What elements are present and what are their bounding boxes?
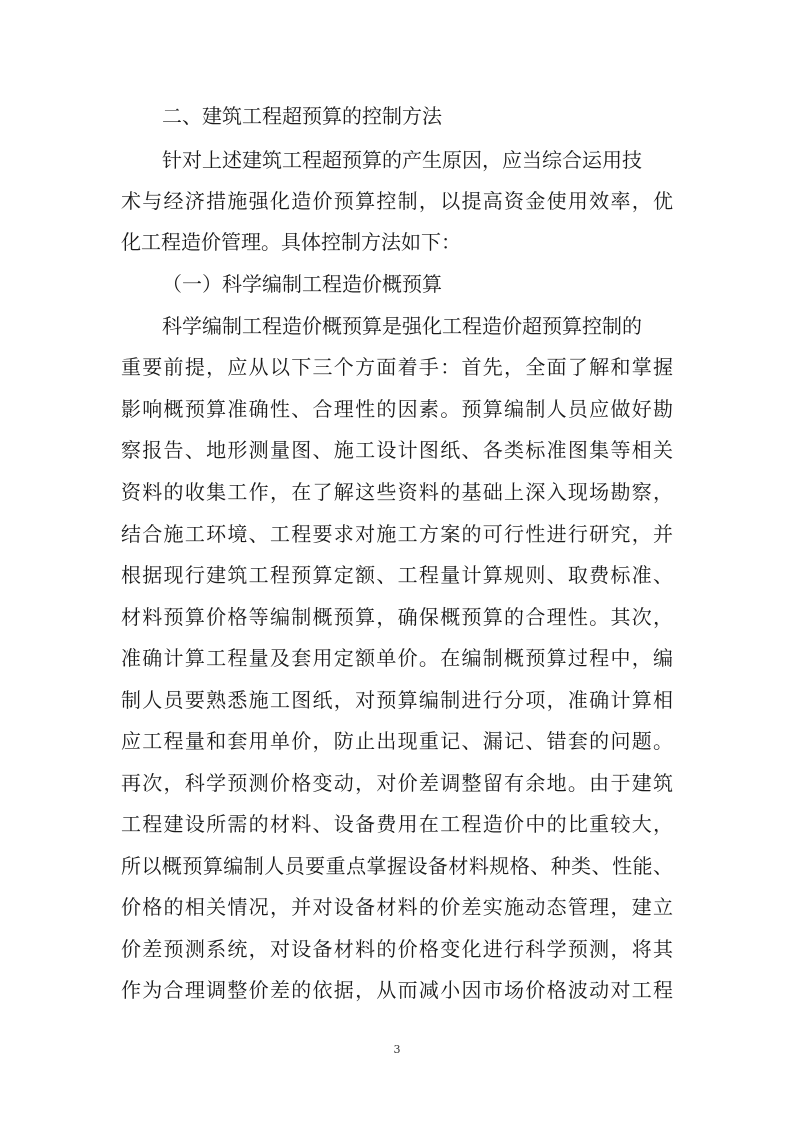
paragraph-line: 工程建设所需的材料、设备费用在工程造价中的比重较大，: [121, 812, 673, 836]
section-heading: 二、建筑工程超预算的控制方法: [162, 104, 442, 128]
paragraph-line: 根据现行建筑工程预算定额、工程量计算规则、取费标准、: [121, 563, 673, 587]
paragraph-line: 再次，科学预测价格变动，对价差调整留有余地。由于建筑: [121, 771, 673, 795]
paragraph-line: 制人员要熟悉施工图纸，对预算编制进行分项，准确计算相: [121, 688, 673, 712]
paragraph-line: 重要前提，应从以下三个方面着手：首先，全面了解和掌握: [121, 355, 673, 379]
paragraph-line: 准确计算工程量及套用定额单价。在编制概预算过程中，编: [121, 646, 673, 670]
paragraph-line: 科学编制工程造价概预算是强化工程造价超预算控制的: [162, 314, 642, 338]
paragraph-line: 结合施工环境、工程要求对施工方案的可行性进行研究，并: [121, 522, 673, 546]
paragraph-line: 针对上述建筑工程超预算的产生原因，应当综合运用技: [162, 148, 642, 172]
paragraph-line: 所以概预算编制人员要重点掌握设备材料规格、种类、性能、: [121, 854, 673, 878]
paragraph-line: 应工程量和套用单价，防止出现重记、漏记、错套的问题。: [121, 729, 673, 753]
paragraph-line: 作为合理调整价差的依据，从而减小因市场价格波动对工程: [121, 978, 673, 1002]
paragraph-line: 影响概预算准确性、合理性的因素。预算编制人员应做好勘: [121, 397, 673, 421]
paragraph-line: 化工程造价管理。具体控制方法如下：: [121, 230, 461, 254]
paragraph-line: 术与经济措施强化造价预算控制，以提高资金使用效率，优: [121, 189, 673, 213]
paragraph-line: 价格的相关情况，并对设备材料的价差实施动态管理，建立: [121, 895, 673, 919]
paragraph-line: 材料预算价格等编制概预算，确保概预算的合理性。其次，: [121, 605, 673, 629]
paragraph-line: 资料的收集工作，在了解这些资料的基础上深入现场勘察，: [121, 480, 673, 504]
paragraph-line: 察报告、地形测量图、施工设计图纸、各类标准图集等相关: [121, 438, 673, 462]
paragraph-line: 价差预测系统，对设备材料的价格变化进行科学预测，将其: [121, 937, 673, 961]
page-number: 3: [393, 1043, 401, 1056]
subheading: （一）科学编制工程造价概预算: [162, 272, 442, 296]
